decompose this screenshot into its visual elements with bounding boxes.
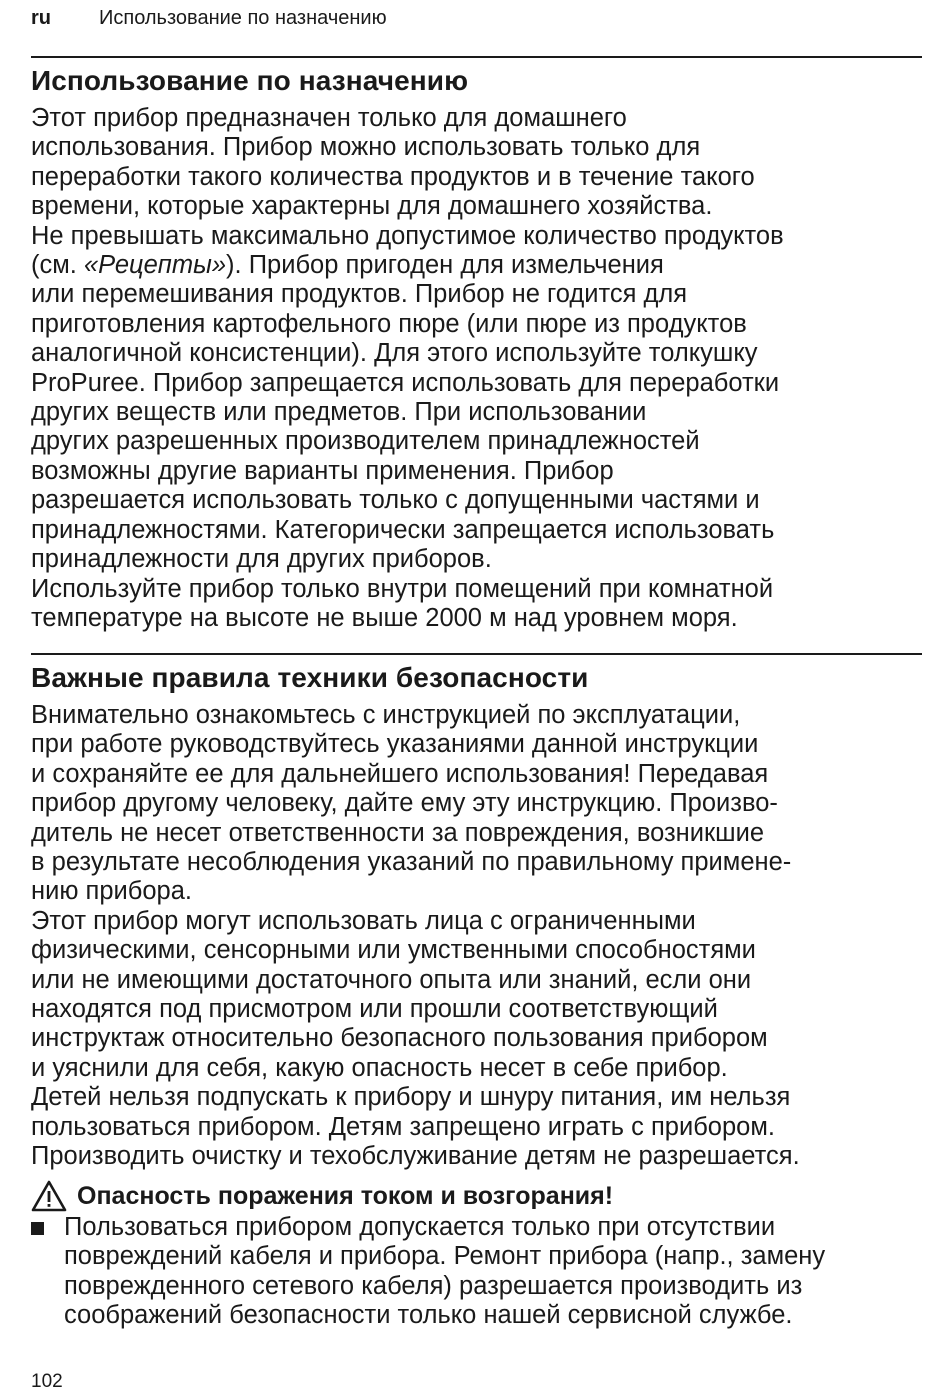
section-divider xyxy=(31,653,922,655)
running-header xyxy=(31,6,387,30)
warning-triangle-icon xyxy=(31,1180,67,1212)
intended-use-text-1: Этот прибор предназначен только для домашнего использования. Прибор можно использовать только для переработки такого количества продуктов и в течение такого времени, которые характерны для домашнего хозяйства. Не превышать максимально допустимое количество продуктов xyxy=(31,104,784,250)
section-title-safety: Важные правила техники безопасности xyxy=(31,662,589,693)
header-section-title: Использование по назначению xyxy=(99,7,387,29)
intended-use-paragraph xyxy=(31,104,926,633)
section-divider xyxy=(31,56,922,58)
page-number: 102 xyxy=(31,1371,63,1392)
warning-title: Опасность поражения током и возгорания! xyxy=(77,1182,614,1210)
language-code: ru xyxy=(31,7,51,29)
section-title-intended-use: Использование по назначению xyxy=(31,65,469,96)
bullet-text: Пользоваться прибором допускается только при отсутствии повреждений кабеля и прибора. Ремонт прибора (напр., замену поврежденного сетевого кабеля) разрешается производить из соображений безопасности только нашей сервисной службе. xyxy=(64,1213,826,1330)
intended-use-text-2b: ). Прибор пригоден для измельчения или перемешивания продуктов. Прибор не годится для приготовления картофельного пюре (или пюре из продуктов аналогичной консистенции). Для этого используйте толкушку ProPuree. Прибор запрещается использовать для переработки других веществ или предметов. При использовании других разрешенных производителем принадлежностей возможны другие варианты применения. Прибор разрешается использовать только с допущенными частями и принадлежностями. Категорически запрещается использовать принадлежности для других приборов. Используйте прибор только внутри помещений при комнатной температуре на высоте не выше 2000 м над уровнем моря. xyxy=(31,251,780,632)
bullet-square-icon xyxy=(31,1222,44,1235)
recipes-reference: «Рецепты» xyxy=(83,251,227,280)
safety-paragraph: Внимательно ознакомьтесь с инструкцией по эксплуатации, при работе руководствуйтесь указаниями данной инструкции и сохраняйте ее для дальнейшего использования! Передавая прибор другому человеку, дайте ему эту инструкцию. Произво- дитель не несет ответственности за повреждения, возникшие в результате несоблюдения указаний по правильному примене- нию прибора. Этот прибор могут использовать лица с ограниченными физическими, сенсорными или умственными способностями или не имеющими достаточного опыта или знаний, если они находятся под присмотром или прошли соответствующий инструктаж относительно безопасного пользования прибором и уяснили для себя, какую опасность несет в себе прибор. Детей нельзя подпускать к прибору и шнуру питания, им нельзя пользоваться прибором. Детям запрещено играть с прибором. Производить очистку и техобслуживание детям не разрешается. xyxy=(31,701,800,1171)
intended-use-text-2a: (см. xyxy=(31,251,84,280)
warning-heading xyxy=(31,1180,613,1212)
